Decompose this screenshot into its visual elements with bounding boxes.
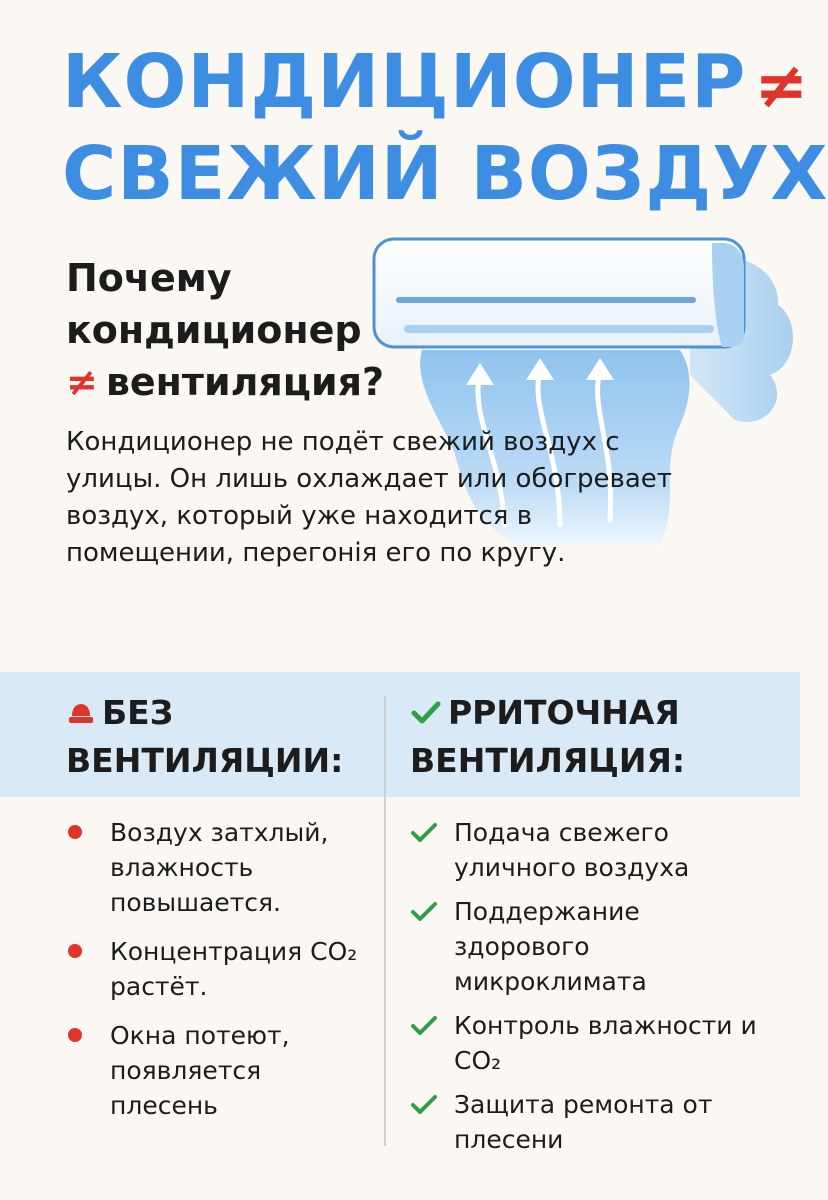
list-item-text: Воздух затхлый, влажность повышается.	[110, 818, 329, 917]
not-equal-sign-small: ≠	[66, 360, 98, 404]
list-item-text: Подача свежего уличного воздуха	[454, 818, 690, 882]
column-divider	[384, 696, 386, 1146]
check-icon	[410, 1094, 438, 1116]
red-dot-icon	[68, 944, 82, 958]
column-heading-without-ventilation	[66, 690, 366, 784]
title-line-1	[62, 38, 809, 130]
list-item-text: Защита ремонта от плесени	[454, 1090, 713, 1154]
question-line-2: кондиционер	[66, 308, 362, 352]
supply-ventilation-list	[410, 815, 780, 1166]
red-dot-icon	[68, 1028, 82, 1042]
question-heading	[66, 252, 396, 408]
intro-paragraph: Кондиционер не подёт свежий воздух с улицы. Он лишь охлаждает или обогревает воздух, который уже находится в помещении, перегонія его по кругу.	[66, 427, 672, 568]
main-title	[62, 38, 828, 218]
red-dot-icon	[68, 825, 82, 839]
list-item-text: Поддержание здорового микроклимата	[454, 897, 647, 996]
left-heading-line-1: БЕЗ	[102, 693, 174, 732]
list-item	[66, 1018, 366, 1123]
list-item-text: Концентрация CO₂ растёт.	[110, 937, 358, 1001]
list-item	[410, 815, 780, 885]
alarm-light-icon	[66, 692, 96, 738]
title-text-1: КОНДИЦИОНЕР	[62, 39, 747, 125]
list-item-text: Контроль влажности и CO₂	[454, 1011, 757, 1075]
check-icon	[410, 822, 438, 844]
check-icon	[410, 901, 438, 923]
check-icon	[410, 1015, 438, 1037]
question-line-1: Почему	[66, 256, 232, 300]
check-icon	[410, 692, 442, 738]
right-heading-line-1: РРИТОЧНАЯ	[448, 693, 680, 732]
list-item	[410, 894, 780, 999]
column-heading-supply-ventilation	[410, 690, 780, 784]
list-item	[410, 1087, 780, 1157]
not-equal-sign: ≠	[754, 49, 809, 123]
title-line-2: СВЕЖИЙ ВОЗДУХ	[62, 131, 828, 217]
list-item	[66, 815, 366, 920]
list-item-text: Окна потеют, появляется плесень	[110, 1021, 290, 1120]
right-heading-line-2: ВЕНТИЛЯЦИЯ:	[410, 740, 686, 780]
question-line-3: вентиляция?	[105, 360, 385, 404]
list-item	[410, 1008, 780, 1078]
left-heading-line-2: ВЕНТИЛЯЦИИ:	[66, 740, 344, 780]
without-ventilation-list	[66, 815, 366, 1137]
list-item	[66, 934, 366, 1004]
